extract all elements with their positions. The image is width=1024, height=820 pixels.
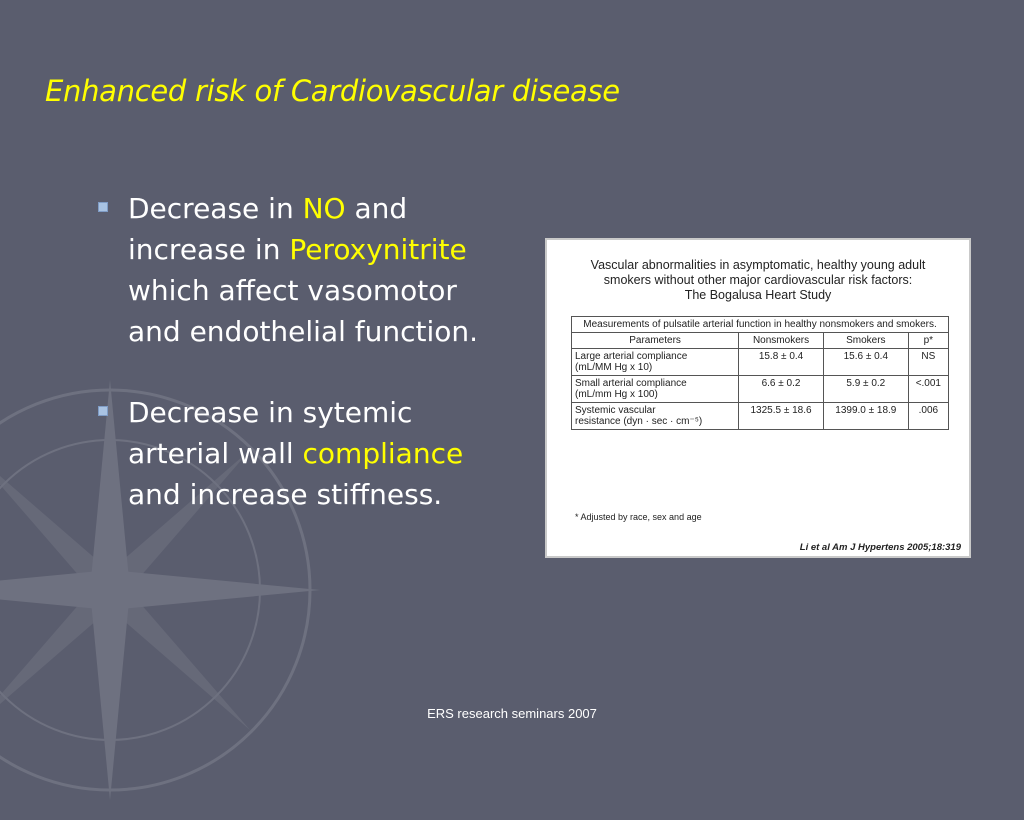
table-row: Small arterial compliance (mL/mm Hg x 100) 6.6 ± 0.2 5.9 ± 0.2 <.001	[572, 376, 949, 403]
table-row: Large arterial compliance (mL/MM Hg x 10) 15.8 ± 0.4 15.6 ± 0.4 NS	[572, 349, 949, 376]
highlight-no: NO	[302, 192, 346, 225]
figure-caption: Vascular abnormalities in asymptomatic, healthy young adult smokers without other major cardiovascular risk factors: The Bogalusa Heart Study	[590, 258, 926, 302]
table-footnote: * Adjusted by race, sex and age	[575, 512, 702, 522]
slide-title: Enhanced risk of Cardiovascular disease	[45, 74, 620, 108]
highlight-peroxynitrite: Peroxynitrite	[289, 233, 467, 266]
bullet-item: Decrease in NO and increase in Peroxynitrite which affect vasomotor and endothelial function.	[96, 188, 506, 352]
highlight-compliance: compliance	[302, 437, 464, 470]
slide-footer: ERS research seminars 2007	[427, 706, 597, 721]
table-title: Measurements of pulsatile arterial function in healthy nonsmokers and smokers.	[572, 317, 949, 333]
bullet-item: Decrease in sytemic arterial wall compliance and increase stiffness.	[96, 392, 506, 515]
table-row: Systemic vascular resistance (dyn · sec · cm⁻⁵) 1325.5 ± 18.6 1399.0 ± 18.9 .006	[572, 403, 949, 430]
header-nonsmokers: Nonsmokers	[739, 333, 824, 349]
study-figure	[545, 238, 971, 558]
header-smokers: Smokers	[823, 333, 908, 349]
citation: Li et al Am J Hypertens 2005;18:319	[799, 542, 961, 553]
square-bullet-icon	[98, 202, 108, 212]
header-parameters: Parameters	[572, 333, 739, 349]
bullet-list	[96, 188, 506, 555]
header-p: p*	[908, 333, 948, 349]
square-bullet-icon	[98, 406, 108, 416]
results-table	[571, 316, 949, 430]
